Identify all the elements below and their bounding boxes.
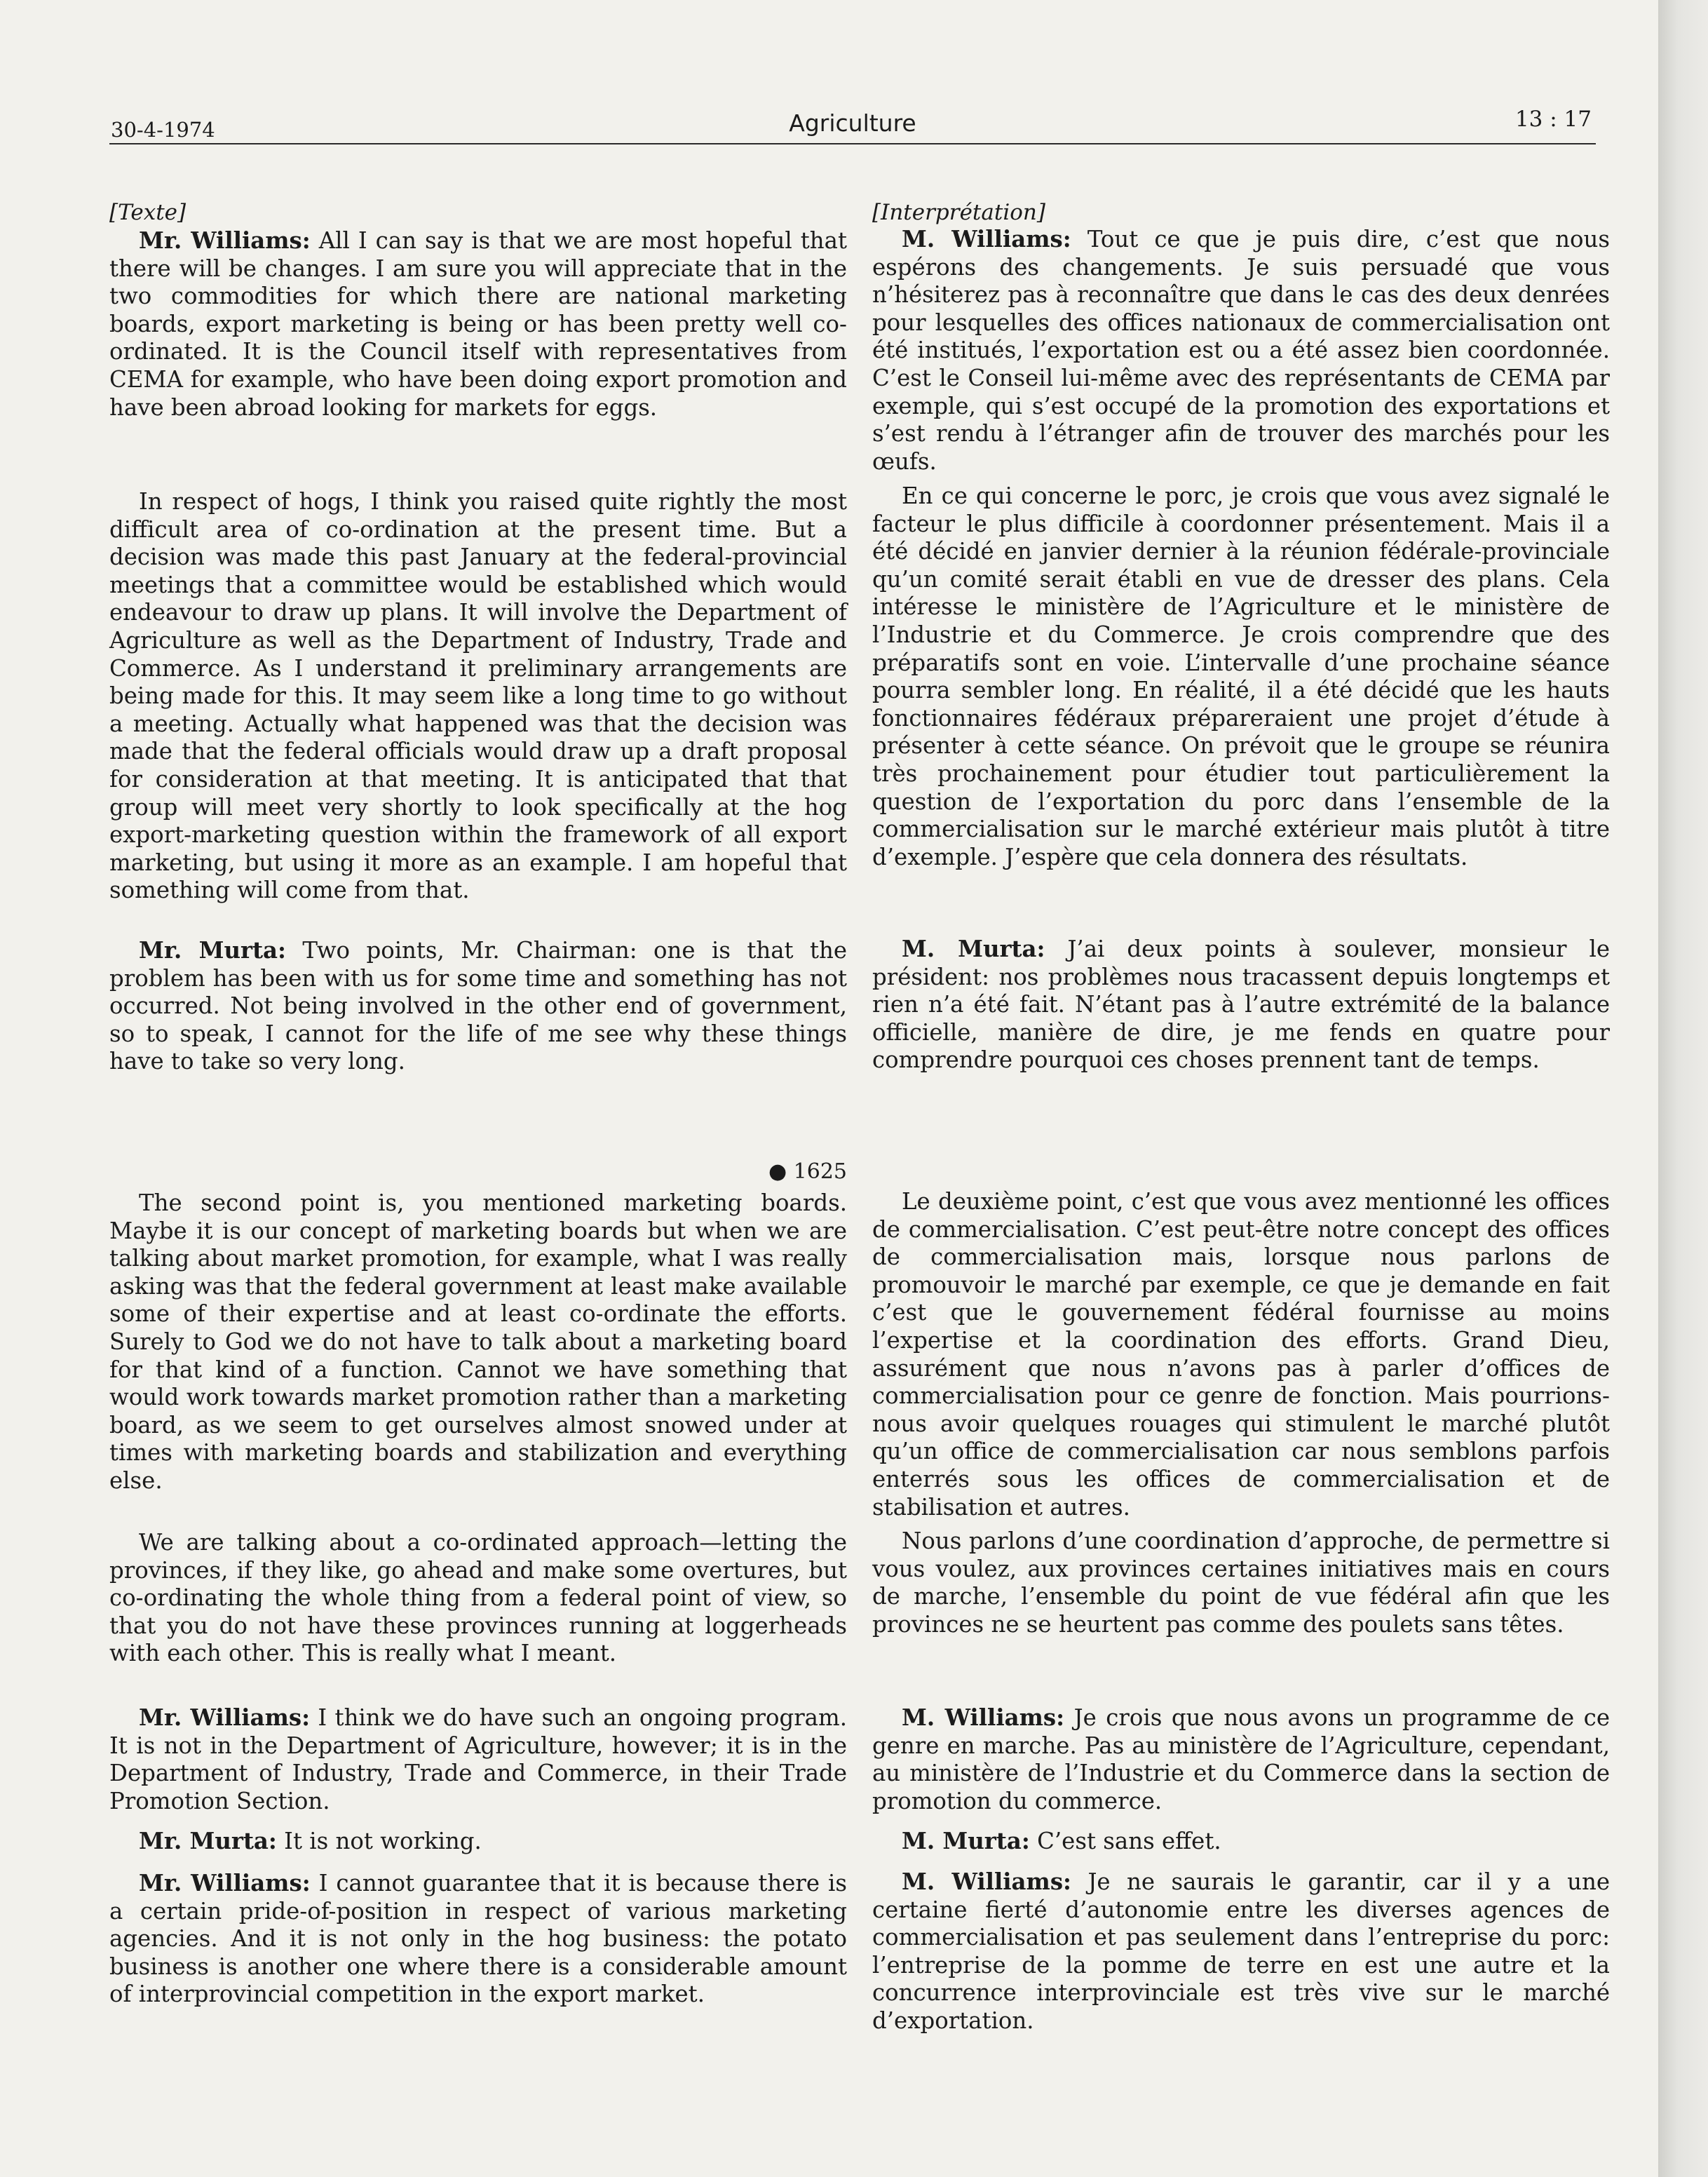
paragraph-text: I cannot guarantee that it is because there is a certain pride-of-position in respect of various marketing agencies. And it is not only in the hog business: the potato business is another one where there is a considerable amount of interprovincial competition in the export market. [109, 1870, 847, 2008]
time-marker: ● 1625 [768, 1159, 847, 1184]
paragraph-en-2: In respect of hogs, I think you raised quite rightly the most difficult area of co-ordination at the present time. But a decision was made this past January at the federal-provincial meetings that a committee would be established which would endeavour to draw up plans. It will involve the Department of Agriculture as well as the Department of Industry, Trade and Commerce. As I understand it preliminary arrangements are being made for this. It may seem like a long time to go without a meeting. Actually what happened was that the decision was made that the federal officials would draw up a draft proposal for consideration at that meeting. It is anticipated that that group will meet very shortly to look specifically at the hog export-marketing question within the framework of all export marketing, but using it more as an example. I am hopeful that something will come from that. [109, 488, 847, 904]
paragraph-fr-4: Le deuxième point, c’est que vous avez mentionné les offices de commercialisation. C’est peut-être notre concept des offices de commercialisation mais, lorsque nous parlons de promouvoir le marché par exemple, ce que je demande en fait c’est que le gouvernement fédéral fournisse au moins l’expertise et la coordination des efforts. Grand Dieu, assurément que nous n’avons pas à parler d’offices de commercialisation pour ce genre de fonction. Mais pourrions-nous avoir quelques rouages qui stimulent le marché plutôt qu’un office de commercialisation car nous semblons parfois enterrés sous les offices de commercialisation et de stabilisation et autres. [872, 1188, 1610, 1521]
speaker-name: Mr. Williams: [139, 227, 311, 254]
paragraph-en-4: The second point is, you mentioned marketing boards. Maybe it is our concept of marketing boards but when we are talking about market promotion, for example, what I was really asking was that the federal government at least make available some of their expertise and at least co-ordinate the efforts. Surely to God we do not have to talk about a marketing board for that kind of a function. Cannot we have something that would work towards market promotion rather than a marketing board, as we seem to get ourselves almost snowed under at times with marketing boards and stabilization and everything else. [109, 1189, 847, 1494]
paragraph-fr-2: En ce qui concerne le porc, je crois que vous avez signalé le facteur le plus difficile à coordonner présentement. Mais il a été décidé en janvier dernier à la réunion fédérale-provinciale qu’un comité serait établi en vue de dresser des plans. Cela intéresse le ministère de l’Agriculture et le ministère de l’Industrie et du Commerce. Je crois comprendre que des préparatifs sont en voie. L’intervalle d’une prochaine séance pourra sembler long. En réalité, il a été décidé que les hauts fonctionnaires fédéraux prépareraient une projet d’étude à présenter à cette séance. On prévoit que le groupe se réunira très prochainement pour étudier tout particulièrement la question de l’exportation du porc dans l’ensemble de la commercialisation sur le marché extérieur mais plutôt à titre d’exemple. J’espère que cela donnera des résultats. [872, 483, 1610, 870]
paragraph-en-8 [109, 1870, 847, 2009]
paragraph-en-5: We are talking about a co-ordinated approach—letting the provinces, if they like, go ahead and make some overtures, but co-ordinating the whole thing from a federal point of view, so that you do not have these provinces running at loggerheads with each other. This is really what I meant. [109, 1529, 847, 1667]
paragraph-text: It is not working. [276, 1828, 482, 1854]
speaker-name: M. Williams: [902, 226, 1071, 252]
speaker-name: M. Murta: [902, 1828, 1030, 1854]
speaker-name: M. Williams: [902, 1704, 1065, 1731]
section-label-interpretation: [Interprétation] [872, 200, 1045, 225]
paragraph-fr-3 [872, 936, 1610, 1074]
header-page-number: 13 : 17 [1514, 107, 1592, 132]
speaker-name: Mr. Murta: [139, 937, 286, 964]
paragraph-fr-8 [872, 1868, 1610, 2035]
paragraph-text: Two points, Mr. Chairman: one is that the problem has been with us for some time and something has not occurred. Not being involved in the other end of government, so to speak, I cannot for the life of me see why these things have to take so very long. [109, 937, 847, 1075]
speaker-name: Mr. Williams: [139, 1870, 311, 1896]
paragraph-fr-6 [872, 1704, 1610, 1815]
page-header [109, 104, 1596, 144]
speaker-name: M. Murta: [902, 936, 1045, 962]
header-date: 30-4-1974 [111, 118, 215, 142]
paragraph-text: All I can say is that we are most hopeful that there will be changes. I am sure you will appreciate that in the two commodities for which there are national marketing boards, export marketing is being or has been pretty well co-ordinated. It is the Council itself with representatives from CEMA for example, who have been doing export promotion and have been abroad looking for markets for eggs. [109, 227, 847, 421]
paragraph-text: Je ne saurais le garantir, car il y a une certaine fierté d’autonomie entre les diverses agences de commercialisation et pas seulement dans l’entreprise du porc: l’entreprise de la pomme de terre en est une autre et la concurrence interprovinciale est très vive sur le marché d’exportation. [872, 1868, 1610, 2034]
speaker-name: Mr. Murta: [139, 1828, 277, 1854]
paragraph-en-6 [109, 1704, 847, 1815]
page-edge-shadow [1658, 0, 1708, 2177]
section-label-texte: [Texte] [109, 200, 187, 225]
speaker-name: Mr. Williams: [139, 1704, 311, 1731]
paragraph-en-1 [109, 227, 847, 422]
speaker-name: M. Williams: [902, 1868, 1072, 1895]
paragraph-text: C’est sans effet. [1029, 1828, 1221, 1854]
paragraph-fr-1 [872, 226, 1610, 476]
paragraph-text: J’ai deux points à soulever, monsieur le président: nos problèmes nous tracassent depuis longtemps et rien n’a été fait. N’étant pas à l’autre extrémité de la balance officielle, manière de dire, je me fends en quatre pour comprendre pourquoi ces choses prennent tant de temps. [872, 936, 1610, 1074]
paragraph-fr-5: Nous parlons d’une coordination d’approche, de permettre si vous voulez, aux provinces certaines initiatives mais en cours de marche, l’ensemble du point de vue fédéral afin que les provinces ne se heurtent pas comme des poulets sans têtes. [872, 1528, 1610, 1638]
paragraph-text: Tout ce que je puis dire, c’est que nous espérons des changements. Je suis persuadé que vous n’hésiterez pas à reconnaître que dans le cas des deux denrées pour lesquelles des offices nationaux de commercialisation ont été institués, l’exportation est ou a été assez bien coordonnée. C’est le Conseil lui-même avec des représentants de CEMA par exemple, qui s’est occupé de la promotion des exportations et s’est rendu à l’étranger afin de trouver des marchés pour les œufs. [872, 226, 1611, 475]
paragraph-text: I think we do have such an ongoing program. It is not in the Department of Agriculture, however; it is in the Department of Industry, Trade and Commerce, in their Trade Promotion Section. [109, 1704, 848, 1814]
header-title: Agriculture [789, 109, 916, 137]
paragraph-en-3 [109, 937, 847, 1076]
paragraph-text: Je crois que nous avons un programme de ce genre en marche. Pas au ministère de l’Agriculture, cependant, au ministère de l’Industrie et du Commerce dans la section de promotion du commerce. [872, 1704, 1610, 1814]
paragraph-fr-7 [872, 1828, 1610, 1856]
paragraph-en-7 [109, 1828, 847, 1856]
